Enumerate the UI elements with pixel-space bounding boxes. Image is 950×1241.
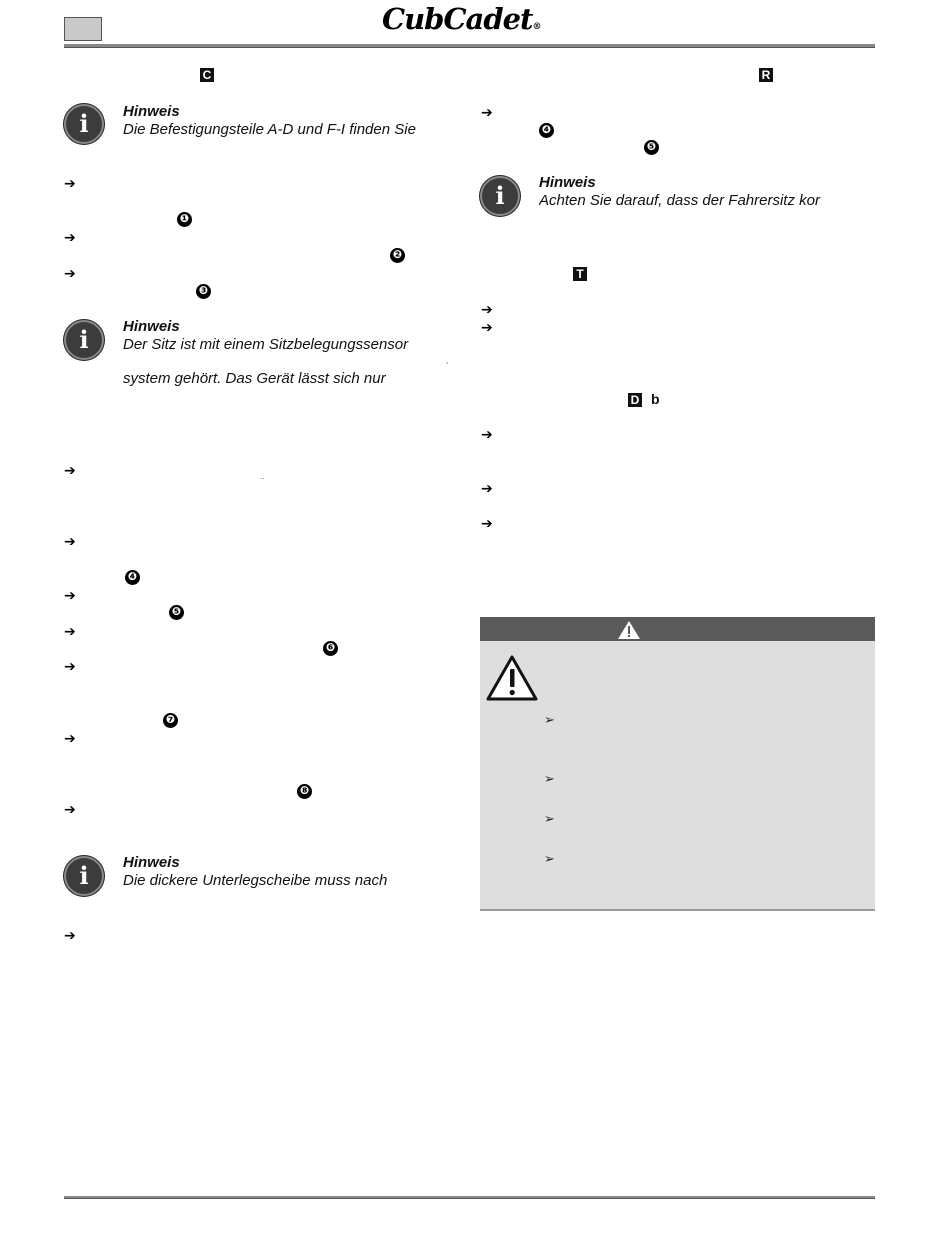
arrow-icon: ➔	[481, 480, 493, 496]
arrow-icon: ➔	[64, 801, 76, 817]
step-4-marker: ❹	[539, 123, 554, 138]
arrow-icon: ➔	[481, 301, 493, 317]
section-marker-r: R	[759, 68, 773, 82]
warning-triangle-icon	[486, 654, 538, 702]
note-text: Achten Sie darauf, dass der Fahrersitz kor	[539, 192, 820, 209]
section-marker-t: T	[573, 267, 587, 281]
arrow-icon: ➔	[64, 175, 76, 191]
step-3-marker: ❸	[196, 284, 211, 299]
info-icon: i	[64, 320, 104, 360]
bullet-icon: ➢	[544, 771, 555, 786]
header-rule	[64, 44, 875, 48]
arrow-icon: ➔	[64, 587, 76, 603]
step-1-marker: ❶	[177, 212, 192, 227]
note-title: Hinweis	[123, 318, 180, 335]
step-5-marker: ❺	[169, 605, 184, 620]
brand-name: CubCadet	[382, 2, 533, 36]
arrow-icon: ➔	[64, 658, 76, 674]
step-2-marker: ❷	[390, 248, 405, 263]
step-7-marker: ❼	[163, 713, 178, 728]
info-icon: i	[64, 104, 104, 144]
section-suffix: b	[651, 391, 660, 407]
step-5-marker: ❺	[644, 140, 659, 155]
section-marker-d: D	[628, 393, 642, 407]
note-text: Die dickere Unterlegscheibe muss nach	[123, 872, 388, 889]
note-text: Der Sitz ist mit einem Sitzbelegungssensor	[123, 336, 409, 353]
warning-box	[480, 641, 875, 911]
info-icon: i	[64, 856, 104, 896]
step-4-marker: ❹	[125, 570, 140, 585]
arrow-icon: ➔	[481, 515, 493, 531]
note-title: Hinweis	[123, 103, 180, 120]
text-fragment: ,	[446, 356, 449, 365]
step-8-marker: ❽	[297, 784, 312, 799]
section-marker-c: C	[200, 68, 214, 82]
text-fragment: ..	[260, 472, 265, 481]
cub-cadet-logo	[382, 2, 540, 36]
info-icon: i	[480, 176, 520, 216]
note-text: Die Befestigungsteile A-D und F-I finden Sie	[123, 121, 416, 138]
arrow-icon: ➔	[64, 265, 76, 281]
note-title: Hinweis	[539, 174, 596, 191]
footer-rule	[64, 1196, 875, 1199]
arrow-icon: ➔	[481, 104, 493, 120]
arrow-icon: ➔	[481, 426, 493, 442]
arrow-icon: ➔	[64, 229, 76, 245]
note-title: Hinweis	[123, 854, 180, 871]
arrow-icon: ➔	[64, 533, 76, 549]
warning-triangle-icon	[617, 620, 641, 640]
arrow-icon: ➔	[64, 623, 76, 639]
step-6-marker: ❻	[323, 641, 338, 656]
bullet-icon: ➢	[544, 811, 555, 826]
arrow-icon: ➔	[481, 319, 493, 335]
arrow-icon: ➔	[64, 730, 76, 746]
page-number-tab	[64, 17, 102, 41]
note-text: system gehört. Das Gerät lässt sich nur	[123, 370, 386, 387]
bullet-icon: ➢	[544, 712, 555, 727]
bullet-icon: ➢	[544, 851, 555, 866]
arrow-icon: ➔	[64, 927, 76, 943]
warning-header-bar	[480, 617, 875, 641]
arrow-icon: ➔	[64, 462, 76, 478]
registered-mark: ®	[532, 22, 541, 32]
